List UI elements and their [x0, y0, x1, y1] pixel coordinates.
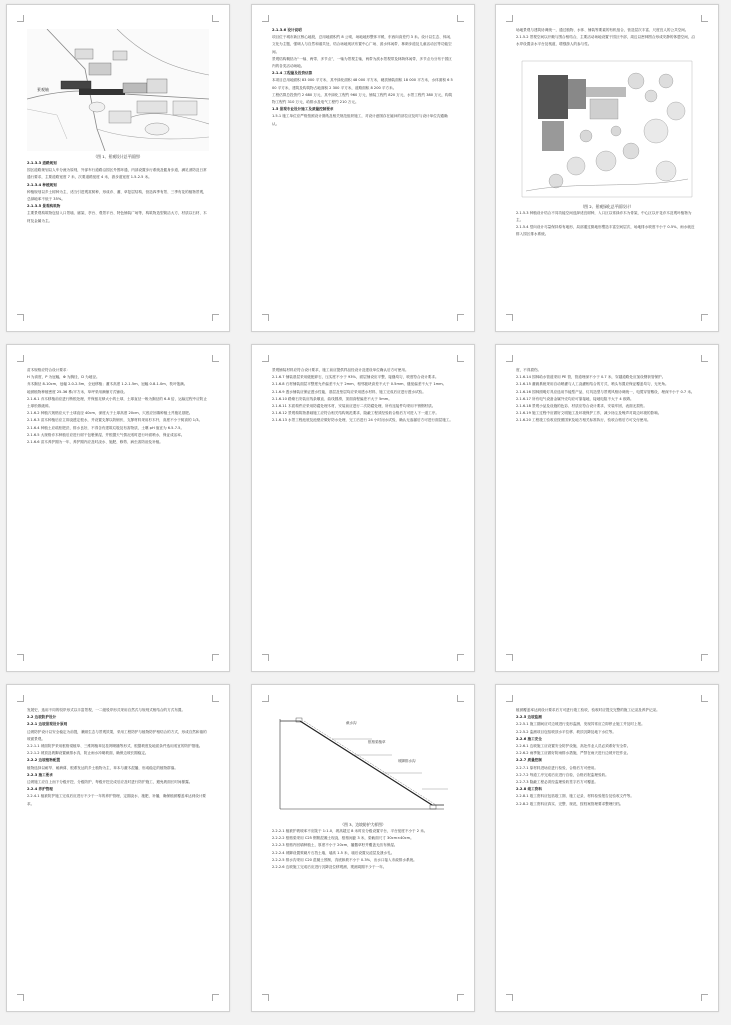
crop-mark: [701, 314, 708, 321]
crop-mark: [212, 994, 219, 1001]
paragraph: 2.1.6.13 水景工程池底及池壁应做好防水处理，完工后进行 24 小时闭水试验，确认无渗漏后方可进行面层施工。: [272, 418, 453, 423]
paragraph: 2.1.6.9 透水铺装应保证透水性能，基层及垫层均应采用透水材料，施工完成后应进行透水试验。: [272, 389, 426, 394]
paragraph: 2.1.6.15 灌溉系统采用自动喷灌与人工浇灌相结合的方式，喷头布置应保证覆盖均匀，无死角。: [516, 382, 669, 387]
paragraph: 边坡防护设计以安全稳定为前提，兼顾生态与景观效果，采用工程防护与植物防护相结合的方式，形成自然和谐的坡面景观。: [27, 729, 207, 741]
paragraph: H 为高度，P 为冠幅，Φ 为胸径，D 为地径。: [27, 375, 100, 380]
crop-mark: [212, 654, 219, 661]
paragraph: 2.1.5.2 景观空间以开敞与围合相结合，主要活动场地设置于园区中部，周边以密林围合形成安静的休憩空间，沿水岸设置亲水平台及栈道，增强游人的参与性。: [516, 35, 696, 47]
paragraph: 2.1.6.3 苗木种植后应立即浇透定根水，并设置支撑以防倒伏，支撑材料采用杉木杆，高度不小于树高的 1/3。: [27, 418, 203, 423]
paragraph: 2.2.2.5 排水沟采用 C20 混凝土预制，沟底纵坡不小于 0.3%，出水口接入市政排水系统。: [272, 857, 417, 862]
page-content: [272, 367, 454, 657]
crop-mark: [457, 695, 464, 702]
crop-mark: [506, 695, 513, 702]
paragraph: 2.1.6.16 园林照明灯具应选用节能型产品，灯具造型与景观风格协调统一，电缆穿管敷设，埋深不小于 0.7 米。: [516, 389, 695, 394]
paragraph: 2.2.7.1 原材料进场应进行检验，合格后方可使用。: [516, 765, 598, 770]
figure-caption: （图 2、景观绿化总平面设计）: [580, 203, 634, 209]
document-page-8[interactable]: [251, 684, 475, 1012]
planting-plan-figure: [516, 51, 698, 201]
crop-mark: [457, 15, 464, 22]
figure-caption: （图 3、边坡防护大样图）: [340, 822, 386, 827]
crop-mark: [262, 654, 269, 661]
crop-mark: [262, 15, 269, 22]
crop-mark: [506, 15, 513, 22]
paragraph: 2.2.2.2 框格梁采用 C25 钢筋混凝土现浇，框格间距 3 米，梁截面尺寸 30cm×40cm。: [272, 836, 414, 841]
paragraph: 2.2.8.2 竣工资料应真实、完整、规范，按档案管理要求整理归档。: [516, 801, 624, 806]
paragraph: 2.1.6.4 种植土应疏松肥沃、排水良好，不得含有建筑垃圾及有害物质，土壤 pH 值宜为 6.5-7.5。: [27, 425, 185, 430]
crop-mark: [262, 355, 269, 362]
paragraph: 2.1.6.7 铺装基层采用级配碎石，压实度不小于 93%，面层铺设应平整，接缝均匀，坡度符合设计要求。: [272, 375, 439, 380]
paragraph: 2.1.6.19 施工过程中应做好文明施工及环境保护工作，减少扬尘及噪声对周边环境的影响。: [516, 411, 662, 416]
page-content: [272, 27, 454, 317]
paragraph: 2.2.8 竣工资料: [516, 787, 542, 792]
paragraph: 2.1.6.1 乔木移植前应进行断根处理，并保留足够大小的土球，土球直径一般为胸径的 6-8 倍，运输过程中应防止土球松散破碎。: [27, 396, 207, 409]
crop-mark: [17, 314, 24, 321]
paragraph: 发展史，选用不同的驳岸形式以丰富景观，一二级驳岸形式采用自然式与规则式相结合的方式布置。: [27, 708, 186, 712]
diagram-label: 坡脚排水沟: [398, 759, 416, 763]
paragraph: 2.2.1.2 坡顶及坡脚设置截排水沟，防止雨水冲刷坡面，确保边坡长期稳定。: [27, 751, 149, 756]
crop-mark: [457, 355, 464, 362]
paragraph: 2.2.4.1 植被防护施工完成后应进行不少于一年的养护管理，定期浇水、施肥、补播，确保植被覆盖率达到设计要求。: [27, 794, 207, 806]
paragraph: 本项目总用地面积 83 000 平方米，其中绿化面积 48 000 平方米，硬质铺装面积 18 000 平方米，水体面积 6 500 平方米，建筑及构筑物占地面积 2 300 平方米，道路面积 8 200 平方米。: [272, 78, 453, 90]
crop-mark: [701, 15, 708, 22]
document-page-9[interactable]: [495, 684, 719, 1012]
paragraph: 2.2.8.1 竣工资料应包括竣工图、施工记录、材料检验报告及验收文件等。: [516, 794, 634, 799]
map-label: 景观轴: [37, 87, 49, 92]
crop-mark: [701, 355, 708, 362]
paragraph: 2.1.4 工程量及投资估算: [272, 71, 313, 76]
paragraph: 2.2.1.1 坡面防护采用框格梁植草、三维网植草及挂网喷播等形式，根据坡度及地质条件选用适宜的防护措施。: [27, 744, 203, 749]
site-plan-figure: [27, 29, 209, 151]
crop-mark: [506, 654, 513, 661]
paragraph: 2.1.6.2 种植穴规格应大于土球直径 40cm，深度大于土球高度 20cm，穴底应回填种植土并施足基肥。: [27, 411, 193, 416]
document-page-6[interactable]: [495, 344, 719, 672]
paragraph: 2.1.6.6 苗木养护期为一年，养护期内应及时浇水、施肥、修剪、病虫害防治及补植。: [27, 440, 163, 445]
paragraph: 2.2.2.3 框格内回填种植土，厚度不小于 20cm，播撒草籽并覆盖无纺布保湿。: [272, 843, 398, 848]
crop-mark: [17, 654, 24, 661]
document-page-7[interactable]: [6, 684, 230, 1012]
document-page-5[interactable]: [251, 344, 475, 672]
crop-mark: [457, 314, 464, 321]
crop-mark: [457, 654, 464, 661]
figure-caption: （图 1、景观设计总平面图）: [93, 154, 143, 159]
paragraph: 2.1.6.17 所有电气设备金属外壳均应可靠接地，接地电阻不大于 4 欧姆。: [516, 396, 634, 401]
paragraph: 景观铺装材料应符合设计要求，施工前应提供样品经设计及建设单位确认后方可使用。: [272, 368, 409, 372]
paragraph: 1.5.1 施工单位应严格按照设计图纸及相关规范组织施工，对设计意图存在疑问的部位应及时与设计单位沟通确认。: [272, 114, 448, 126]
paragraph: 种植规划以乡土树种为主，适当引进观赏树种，形成乔、灌、草复层结构，营造四季有景、三季有花的植物景观，总绿地率不低于 35%。: [27, 189, 207, 202]
paragraph: 2.1.6.18 景观小品及设施的色彩、材质应符合设计要求，安装牢固，表面无损伤。: [516, 404, 647, 409]
crop-mark: [212, 695, 219, 702]
paragraph: 2.1.6.12 景观构筑物基础施工应符合相关结构规范要求，隐蔽工程须经验收合格后方可进入下一道工序。: [272, 411, 439, 416]
page-content: [516, 367, 698, 657]
paragraph: 植被覆盖率达到设计要求后方可进行竣工验收，验收时应提交完整的施工记录及养护记录。: [516, 708, 660, 712]
document-page-2[interactable]: [251, 4, 475, 332]
paragraph: 2.1.3.5 景观构筑物: [27, 204, 61, 209]
crop-mark: [701, 654, 708, 661]
paragraph: 2.2 边坡防护设计: [27, 715, 57, 720]
crop-mark: [212, 355, 219, 362]
paragraph: 边坡施工应自上而下分级开挖、分级防护，每级开挖完成后应及时进行防护施工，避免坡面长时间暴露。: [27, 780, 193, 785]
paragraph: 2.2.2 边坡植物配置: [27, 758, 61, 763]
paragraph: 2.1.6.14 园林给水管道采用 PE 管，管道埋深不小于 0.7 米，穿越道路处应加设钢套管保护。: [516, 375, 666, 380]
paragraph: 苗木规格应符合设计要求：: [27, 368, 71, 372]
diagram-label: 截水沟: [346, 721, 357, 725]
crop-mark: [457, 994, 464, 1001]
paragraph: 2.2.6.1 边坡施工应设置安全防护设施，高处作业人员必须系好安全带。: [516, 744, 631, 749]
page-content: [27, 367, 209, 657]
paragraph: 项目位于城市新区核心地段，总用地面积约 8 公顷，场地地形整体平缓，东西向高差约 3 米。设计以生态、休闲、文化为主题，强调人与自然和谐共处，结合场地现状布置中心广场、滨水休闲带、林荫步道及儿童活动区等功能空间。: [272, 35, 454, 54]
document-page-1[interactable]: [6, 4, 230, 332]
paragraph: 2.2.6.2 雨季施工应做好防雨排水措施，严禁在雨天进行边坡开挖作业。: [516, 751, 631, 756]
paragraph: 2.2.6 施工安全: [516, 736, 542, 741]
paragraph: 2.1.6.10 路缘石安装应线条顺直、曲线圆滑，顶面高程偏差不大于 5mm。: [272, 396, 392, 401]
paragraph: 1.5 景观专业设计施工及质量控制要求: [272, 107, 334, 112]
document-page-3[interactable]: [495, 4, 719, 332]
paragraph: 园区道路规划以人车分流为原则，外部车行道路沿园区外围环通，内部设置步行系统及健身步道，满足消防及日常通行要求，主要道路宽度 7 米，次要道路宽度 4 米，游步道宽度 1.5-2.5 米。: [27, 168, 207, 180]
crop-mark: [262, 314, 269, 321]
paragraph: 2.2.7.3 隐蔽工程必须经监理验收签字后方可覆盖。: [516, 780, 598, 785]
crop-mark: [17, 994, 24, 1001]
crop-mark: [17, 695, 24, 702]
page-content: [516, 27, 698, 317]
crop-mark: [506, 994, 513, 1001]
crop-mark: [262, 994, 269, 1001]
paragraph: 2.1.5.4 竖向设计尽量保持原有地形，局部通过微地形塑造丰富空间层次，场地排水坡度不小于 0.5%，雨水就近排入园区排水系统。: [516, 225, 695, 237]
crop-mark: [506, 355, 513, 362]
planting-plan-drawing: [516, 51, 698, 201]
paragraph: 2.2.7.2 每道工序完成后应进行自检，合格后报监理验收。: [516, 772, 609, 777]
page-content: [516, 707, 698, 997]
document-page-4[interactable]: [6, 344, 230, 672]
paragraph: 2.1.6.20 工程竣工验收应按照国家及地方相关标准执行，验收合格后方可交付使用。: [516, 418, 651, 423]
paragraph: 2.2.5.2 监测项目包括坡顶水平位移、坡顶沉降及地下水位等。: [516, 729, 616, 734]
paragraph: 2.2.2.6 边坡施工完成后应进行沉降及位移观测，观测周期不少于一年。: [272, 865, 387, 870]
paragraph: 2.2.1 边坡景观设计原则: [27, 722, 68, 727]
paragraph: 2.1.6.11 木质构件应采用防腐处理木材，安装前应进行二次防腐处理，所有连接件均采用不锈钢材质。: [272, 404, 436, 409]
paragraph: 2.1.5.3 种植设计结合不同功能空间选择适宜树种，入口区以常绿乔木为骨架，中心区以开花乔木及观叶植物为主。: [516, 210, 692, 222]
paragraph: 2.1.6.8 石材铺装面层平整度允许偏差不大于 2mm，相邻板块高差不大于 0.5mm，缝宽偏差不大于 1mm。: [272, 382, 447, 387]
crop-mark: [506, 314, 513, 321]
paragraph: 2.2.7 质量控制: [516, 758, 542, 763]
paragraph: 2.1.3.6 设计说明: [272, 28, 302, 32]
paragraph: 2.1.3.4 种植规划: [27, 182, 57, 187]
paragraph: 度，不得损伤。: [516, 368, 542, 372]
crop-mark: [17, 15, 24, 22]
paragraph: 2.2.5 边坡监测: [516, 715, 542, 720]
paragraph: 主要景观构筑物包括入口景墙、廊架、亭台、观景平台、特色铺装广场等，构筑物造型简洁大方，材质以石材、木材及金属为主。: [27, 211, 207, 223]
paragraph: 2.1.6.5 大规格乔木种植后应进行树干包裹保湿，并根据天气情况适时进行叶面喷水，保证成活率。: [27, 432, 185, 437]
paragraph: 2.2.5.1 施工期间应对边坡进行变形监测，发现异常应立即停止施工并及时上报。: [516, 722, 645, 727]
crop-mark: [212, 15, 219, 22]
crop-mark: [701, 994, 708, 1001]
paragraph: 2.2.2.1 植被护坡坡率不应陡于 1:1.0，坡高超过 8 米时应分级设置平台，平台宽度不小于 2 米。: [272, 829, 428, 833]
paragraph: 地被植物种植密度 25-36 株/平方米，草坪采用满铺方式铺设。: [27, 389, 128, 394]
site-plan-map: [27, 29, 209, 151]
paragraph: 植物选择以耐旱、耐瘠薄、根系发达的乡土植物为主，草本与灌木混播，形成稳定的植物群落。: [27, 765, 178, 770]
page-content: [272, 707, 454, 997]
crop-mark: [701, 695, 708, 702]
paragraph: 2.1.3.3 道路规划: [27, 161, 57, 165]
diagram-label: 框格梁植草: [368, 740, 386, 744]
paragraph: 乔木胸径 8-10cm，冠幅 2.0-2.5m，全冠移植；灌木高度 1.2-1.5m，冠幅 0.8-1.0m，枝叶饱满。: [27, 382, 188, 387]
crop-mark: [212, 314, 219, 321]
paragraph: 2.2.3 施工要求: [27, 772, 53, 777]
paragraph: 景观结构概括为“一轴、两带、多节点”，一轴为景观主轴，两带为滨水景观带及林荫休闲带，多节点为分布于园区内的各类活动场地。: [272, 56, 452, 69]
page-content: [27, 27, 209, 317]
paragraph: 场地景观与建筑协调统一，通过植物、水体、铺装等要素的有机组合，营造层次丰富、尺度宜人的公共空间。: [516, 28, 689, 32]
slope-section-drawing: [272, 709, 454, 819]
crop-mark: [17, 355, 24, 362]
paragraph: 2.2.4 养护管理: [27, 787, 53, 792]
crop-mark: [262, 695, 269, 702]
page-content: [27, 707, 209, 997]
slope-section-figure: [272, 709, 454, 819]
paragraph: 2.2.2.4 坡脚设置浆砌片石挡土墙，墙高 1.5 米，墙后设置反滤层及泄水孔。: [272, 850, 395, 855]
paragraph: 工程估算总投资约 2 680 万元，其中绿化工程约 960 万元，铺装工程约 820 万元，水景工程约 380 万元，构筑物工程约 310 万元，给排水及电气工程约 210 万元。: [272, 92, 453, 105]
